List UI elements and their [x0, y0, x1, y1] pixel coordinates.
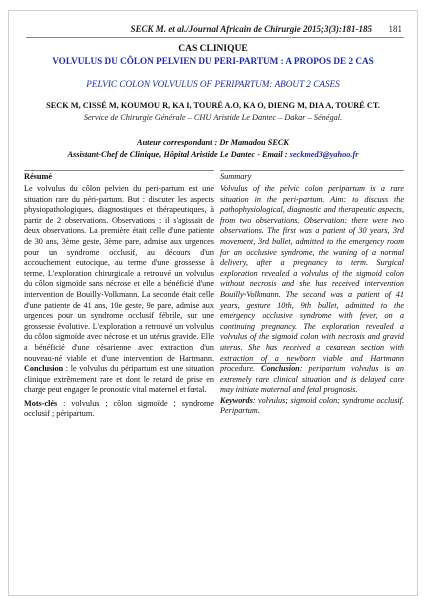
affiliation: Service de Chirurgie Générale – CHU Aristide Le Dantec – Dakar – Sénégal. — [83, 113, 343, 122]
summary-conclusion-text: : peripartum volvulus is an extremely rare clinical situation and is delayed care may initiate maternal and fetal prognosis. — [220, 364, 404, 395]
summary-heading: Summary — [220, 172, 252, 181]
title-english: PELVIC COLON VOLVULUS OF PERIPARTUM: ABOUT 2 CASES — [86, 79, 340, 89]
header-rule — [26, 37, 404, 38]
resume-column — [24, 184, 214, 420]
summary-conclusion-label: Conclusion — [261, 364, 300, 374]
correspondent-block — [0, 137, 426, 161]
correspondent-email[interactable]: seckmed3@yahoo.fr — [289, 150, 359, 159]
resume-heading: Résumé — [24, 172, 53, 181]
resume-conclusion-text: : le volvulus du péripartum est une situation clinique extrêmement rare et dont le retard de prise en charge peut engager le pronostic vital maternel et fœtal. — [24, 364, 214, 395]
summary-keywords — [220, 396, 404, 417]
summary-end-rule — [220, 363, 296, 364]
resume-paragraph — [24, 184, 214, 396]
resume-keywords-text: : volvulus ; côlon sigmoïde ; syndrome occlusif ; péripartum. — [24, 398, 214, 419]
summary-keywords-text: : volvulus; sigmoid colon; syndrome occlusif. Peripartum. — [220, 395, 404, 416]
resume-conclusion-label: Conclusion — [24, 364, 64, 374]
summary-body: Volvulus of the pelvic colon peripartum is a rare situation in the peri-partum. Aim: to discuss the pathophysiological, diagnostic and therapeutic aspects, from two observations. Observation: there were two observations. The first was a patient of 30 years, 3rd movement, 3rd bullet, admitted to the emergency room for an occlusive syndrome, the waning of a normal delivery, after a pregnancy to term. Surgical exploration revealed a volvulus of the sigmoid colon without necrosis and she has received intervention Bouilly-Volkmann. The second was a patient of 41 years, gesture 10th, 9th bullet, admitted to the emergency occlusive syndrome with fever, on a continuing pregnancy. The exploration revealed a volvulus of the sigmoid colon with necrosis and gravid uterus. She has received a cesarean section with extraction of a newborn viable and Hartmann procedure. — [220, 184, 404, 374]
correspondent-role-text: Assistant-Chef de Clinique, Hôpital Aristide Le Dantec - Email : — [67, 150, 290, 159]
correspondent-role — [0, 149, 426, 161]
resume-keywords — [24, 399, 214, 420]
summary-rule — [220, 170, 404, 171]
summary-keywords-label: Keywords — [220, 395, 253, 405]
page-number: 181 — [388, 24, 402, 34]
summary-paragraph — [220, 184, 404, 396]
running-head: SECK M. et al./Journal Africain de Chirurgie 2015;3(3):181-185 — [130, 24, 372, 34]
resume-keywords-label: Mots-clés — [24, 398, 58, 408]
title-french: VOLVULUS DU CÔLON PELVIEN DU PERI-PARTUM : A PROPOS DE 2 CAS — [52, 56, 374, 66]
resume-rule — [24, 170, 214, 171]
section-label: CAS CLINIQUE — [178, 44, 248, 54]
summary-column — [220, 184, 404, 417]
correspondent-line: Auteur correspondant : Dr Mamadou SECK — [137, 138, 289, 147]
resume-body: Le volvulus du côlon pelvien du peri-partum est une situation rare du péri-partum. But : discuter les aspects physiopathologiques, diagnostiques et thérapeutiques, à partir de 2 observations. Observations : il s'agissait de deux observations. La première était celle d'une patiente de 30 ans, 3ème geste, 3ème pare, admise aux urgences pour un syndrome occlusif, au décours d'un accouchement eutocique, au terme d'une grossesse à terme. L'exploration chirurgicale a retrouvé un volvulus du côlon sigmoïde sans nécrose et elle a bénéficié d'une intervention de Bouilly-Volkmann. La seconde était celle d'une patiente de 41 ans, 10e geste, 9e pare, admise aux urgences pour un syndrome occlusif fébrile, sur une grossesse évolutive. L'exploration a retrouvé un volvulus du côlon sigmoïde avec nécrose et un utérus gravide. Elle a bénéficié d'une césarienne avec extraction d'un nouveau-né viable et d'une intervention de Hartmann. — [24, 184, 214, 363]
authors: SECK M, CISSÉ M, KOUMOU R, KA I, TOURÉ A.O, KA O, DIENG M, DIA A, TOURÉ CT. — [46, 101, 380, 110]
